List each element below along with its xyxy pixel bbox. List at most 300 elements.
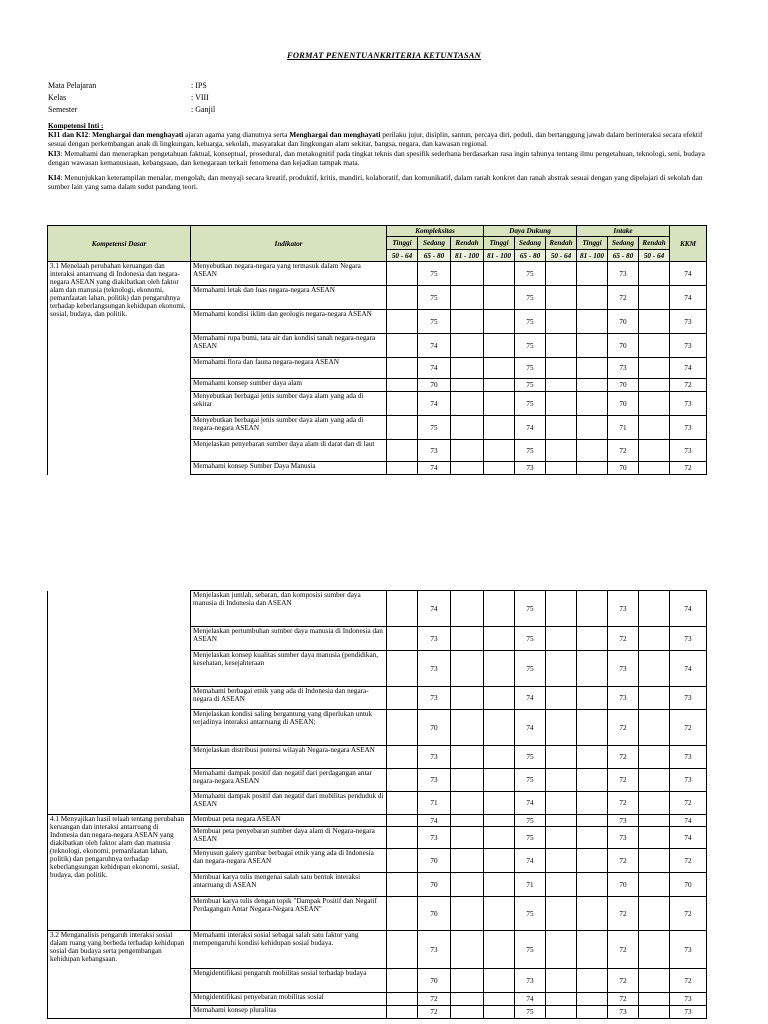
- kompleksitas-sedang-cell: 73: [418, 746, 451, 769]
- table-body: [48, 591, 707, 1019]
- kompetensi-dasar-cell: 4.1 Menyajikan hasil telaah tentang perubahan keruangan dan interaksi antarruang di Indonesia dan negara-negara ASEAN yang diakibatkan oleh faktor alam dan manusia (teknologi, ekonomi, pemanfaatan lahan, politik) dan pengaruhnya terhadap keberlangsungan kehidupan ekonomi, sosial, budaya, dan politik.: [48, 815, 191, 931]
- daya-dukung-rendah-cell: [546, 792, 577, 815]
- intake-rendah-cell: [639, 262, 670, 286]
- kompleksitas-sedang-cell: 73: [418, 440, 451, 462]
- intake-sedang-cell: 72: [608, 969, 639, 993]
- daya-dukung-tinggi-cell: [484, 358, 515, 379]
- kompleksitas-tinggi-cell: [387, 931, 418, 969]
- kompleksitas-rendah-cell: [451, 462, 484, 475]
- intake-sedang-cell: 70: [608, 334, 639, 358]
- kompleksitas-sedang-cell: 70: [418, 849, 451, 873]
- intake-tinggi-cell: [577, 710, 608, 746]
- kkm-cell: 72: [670, 969, 707, 993]
- ki12-text: :: [88, 130, 93, 140]
- kkm-cell: 72: [670, 379, 707, 392]
- daya-dukung-tinggi-cell: [484, 769, 515, 792]
- intake-tinggi-cell: [577, 440, 608, 462]
- kkm-cell: 73: [670, 769, 707, 792]
- kkm-table-page2: [47, 590, 707, 1019]
- indikator-cell: Membuat karya tulis mengenai salah satu bentuk interaksi antarruang di ASEAN: [191, 873, 387, 897]
- intake-sedang-cell: 70: [608, 462, 639, 475]
- meta-row: [48, 104, 215, 116]
- kompleksitas-sedang-cell: 70: [418, 969, 451, 993]
- indikator-cell: Menjelaskan pertumbuhan sumber daya manusia di Indonesia dan ASEAN: [191, 627, 387, 651]
- ki12-label: KI1 dan KI2: [48, 130, 89, 140]
- daya-dukung-tinggi-cell: [484, 931, 515, 969]
- daya-dukung-header: Daya Dukung: [484, 226, 577, 237]
- range-label: 65 - 80: [515, 250, 546, 262]
- intake-rendah-cell: [639, 310, 670, 334]
- intake-tinggi-cell: [577, 310, 608, 334]
- kompleksitas-rendah-cell: [451, 627, 484, 651]
- intake-tinggi-cell: [577, 849, 608, 873]
- daya-dukung-tinggi-cell: [484, 440, 515, 462]
- kompleksitas-sedang-cell: 74: [418, 462, 451, 475]
- intake-sedang-cell: 72: [608, 792, 639, 815]
- daya-dukung-sedang-cell: 75: [515, 931, 546, 969]
- kd-header: Kompetensi Dasar: [48, 226, 191, 262]
- intake-rendah-cell: [639, 651, 670, 687]
- kompleksitas-tinggi-cell: [387, 392, 418, 416]
- daya-dukung-sedang-cell: 75: [515, 262, 546, 286]
- kompleksitas-rendah-cell: [451, 769, 484, 792]
- indikator-cell: Memahami konsep Sumber Daya Manusia: [191, 462, 387, 475]
- kkm-cell: 72: [670, 897, 707, 931]
- subject-meta: [48, 80, 215, 116]
- intake-tinggi-cell: [577, 827, 608, 849]
- kompleksitas-sedang-cell: 75: [418, 262, 451, 286]
- kkm-cell: 74: [670, 591, 707, 627]
- ki4-paragraph: [48, 173, 708, 191]
- kompleksitas-rendah-cell: [451, 710, 484, 746]
- daya-dukung-tinggi-cell: [484, 379, 515, 392]
- kompleksitas-tinggi-cell: [387, 440, 418, 462]
- intake-rendah-cell: [639, 827, 670, 849]
- kompleksitas-sedang-cell: 70: [418, 379, 451, 392]
- kompetensi-inti: [48, 121, 708, 191]
- daya-dukung-sedang-cell: 74: [515, 416, 546, 440]
- indikator-cell: Menyebutkan negara-negara yang termasuk dalam Negara ASEAN: [191, 262, 387, 286]
- intake-rendah-cell: [639, 710, 670, 746]
- kompleksitas-rendah-cell: [451, 827, 484, 849]
- kompleksitas-rendah-cell: [451, 392, 484, 416]
- intake-tinggi-cell: [577, 873, 608, 897]
- kompleksitas-tinggi-cell: [387, 849, 418, 873]
- intake-sedang-cell: 72: [608, 286, 639, 310]
- kompleksitas-tinggi-cell: [387, 462, 418, 475]
- kkm-cell: 72: [670, 462, 707, 475]
- kompleksitas-rendah-cell: [451, 334, 484, 358]
- ki12-text: ajaran agama yang dianutnya serta: [183, 130, 290, 140]
- table-row: [48, 815, 707, 827]
- daya-dukung-sedang-cell: 75: [515, 627, 546, 651]
- intake-rendah-cell: [639, 897, 670, 931]
- intake-sedang-cell: 73: [608, 827, 639, 849]
- daya-dukung-sedang-cell: 75: [515, 746, 546, 769]
- kompleksitas-header: Kompleksitas: [387, 226, 484, 237]
- intake-sedang-cell: 70: [608, 379, 639, 392]
- intake-tinggi-cell: [577, 815, 608, 827]
- range-label: 50 - 64: [546, 250, 577, 262]
- kompleksitas-sedang-cell: 75: [418, 310, 451, 334]
- intake-sedang-cell: 72: [608, 440, 639, 462]
- kompleksitas-rendah-cell: [451, 849, 484, 873]
- kkm-cell: 74: [670, 358, 707, 379]
- indikator-cell: Membuat karya tulis dengan topik "Dampak Positif dan Negatif Perdagangan Antar Negara-Negara ASEAN": [191, 897, 387, 931]
- tinggi-label: Tinggi: [577, 237, 608, 250]
- kompleksitas-rendah-cell: [451, 591, 484, 627]
- meta-label: Mata Pelajaran: [48, 81, 97, 90]
- kompleksitas-tinggi-cell: [387, 746, 418, 769]
- daya-dukung-sedang-cell: 74: [515, 687, 546, 710]
- kompleksitas-rendah-cell: [451, 815, 484, 827]
- intake-rendah-cell: [639, 993, 670, 1006]
- daya-dukung-tinggi-cell: [484, 651, 515, 687]
- intake-rendah-cell: [639, 687, 670, 710]
- kompleksitas-tinggi-cell: [387, 416, 418, 440]
- tinggi-label: Tinggi: [484, 237, 515, 250]
- daya-dukung-rendah-cell: [546, 746, 577, 769]
- daya-dukung-sedang-cell: 75: [515, 310, 546, 334]
- kompleksitas-rendah-cell: [451, 286, 484, 310]
- daya-dukung-tinggi-cell: [484, 627, 515, 651]
- kkm-cell: 73: [670, 746, 707, 769]
- indikator-cell: Memahami dampak positif dan negatif dari perdagangan antar negara-negara ASEAN: [191, 769, 387, 792]
- kompleksitas-sedang-cell: 74: [418, 815, 451, 827]
- intake-sedang-cell: 72: [608, 931, 639, 969]
- intake-rendah-cell: [639, 286, 670, 310]
- ki3-text: : Memahami dan menerapkan pengetahuan faktual, konseptual, prosedural, dan metakognitif pada tingkat teknis dan spesifik sederhana berdasarkan rasa ingin tahunya tentang ilmu pengetahuan, teknologi, seni, budaya dengan wawasan kemanusiaan, kebangsaan, dan kenegaraan terkait fenomena dan kejadian tampak mata.: [48, 148, 705, 167]
- intake-tinggi-cell: [577, 286, 608, 310]
- daya-dukung-rendah-cell: [546, 651, 577, 687]
- indikator-cell: Menjelaskan distribusi potensi wilayah Negara-negara ASEAN: [191, 746, 387, 769]
- intake-rendah-cell: [639, 746, 670, 769]
- intake-rendah-cell: [639, 462, 670, 475]
- intake-sedang-cell: 72: [608, 849, 639, 873]
- kompleksitas-rendah-cell: [451, 262, 484, 286]
- intake-rendah-cell: [639, 440, 670, 462]
- daya-dukung-sedang-cell: 74: [515, 710, 546, 746]
- range-label: 81 - 100: [451, 250, 484, 262]
- intake-sedang-cell: 73: [608, 687, 639, 710]
- kompleksitas-sedang-cell: 74: [418, 591, 451, 627]
- intake-tinggi-cell: [577, 379, 608, 392]
- kompleksitas-sedang-cell: 75: [418, 416, 451, 440]
- daya-dukung-rendah-cell: [546, 310, 577, 334]
- ki3-label: KI3: [48, 148, 61, 158]
- tinggi-label: Tinggi: [387, 237, 418, 250]
- daya-dukung-sedang-cell: 75: [515, 286, 546, 310]
- daya-dukung-sedang-cell: 75: [515, 440, 546, 462]
- indikator-cell: Mengidentifikasi penyebaran mobilitas sosial: [191, 993, 387, 1006]
- indikator-cell: Memahami letak dan luas negara-negara ASEAN: [191, 286, 387, 310]
- kompleksitas-tinggi-cell: [387, 687, 418, 710]
- kkm-cell: 70: [670, 873, 707, 897]
- intake-rendah-cell: [639, 769, 670, 792]
- indikator-cell: Menjelaskan konsep kualitas sumber daya manusia (pendidikan, kesehatan, kesejahteraan: [191, 651, 387, 687]
- kkm-cell: 73: [670, 392, 707, 416]
- indikator-cell: Mengidentifikasi pengaruh mobilitas sosial terhadap budaya: [191, 969, 387, 993]
- intake-tinggi-cell: [577, 591, 608, 627]
- daya-dukung-rendah-cell: [546, 440, 577, 462]
- ki12-bold: Menghargai dan menghayati: [92, 130, 184, 140]
- kompleksitas-tinggi-cell: [387, 627, 418, 651]
- daya-dukung-rendah-cell: [546, 262, 577, 286]
- daya-dukung-rendah-cell: [546, 462, 577, 475]
- intake-tinggi-cell: [577, 1006, 608, 1019]
- daya-dukung-tinggi-cell: [484, 286, 515, 310]
- daya-dukung-rendah-cell: [546, 873, 577, 897]
- intake-sedang-cell: 72: [608, 710, 639, 746]
- kompleksitas-tinggi-cell: [387, 1006, 418, 1019]
- kompleksitas-rendah-cell: [451, 687, 484, 710]
- kkm-cell: 73: [670, 627, 707, 651]
- kompleksitas-sedang-cell: 74: [418, 358, 451, 379]
- kompleksitas-rendah-cell: [451, 931, 484, 969]
- daya-dukung-sedang-cell: 75: [515, 392, 546, 416]
- table-row: [48, 262, 707, 286]
- kompleksitas-sedang-cell: 73: [418, 627, 451, 651]
- ki3-paragraph: [48, 149, 708, 167]
- range-label: 65 - 80: [608, 250, 639, 262]
- kompleksitas-tinggi-cell: [387, 710, 418, 746]
- kompleksitas-rendah-cell: [451, 1006, 484, 1019]
- ki4-text: : Menunjukkan keterampilan menalar, mengolah, dan menyaji secara kreatif, produktif, kritis, mandiri, kolaboratif, dan komunikatif, dalam ranah konkret dan ranah abstrak sesuai dengan yang dipelajari di sekolah dan sumber lain yang sama dalam sudut pandang teori.: [48, 173, 703, 192]
- kkm-cell: 73: [670, 334, 707, 358]
- kompleksitas-sedang-cell: 70: [418, 710, 451, 746]
- kompetensi-dasar-cell: 3.1 Menelaah perubahan keruangan dan interaksi antarruang di Indonesia dan negara-negara ASEAN yang diakibatkan oleh faktor alam dan manusia (teknologi, ekonomi, pemanfaatan lahan, politik) dan pengaruhnya terhadap keberlangsungan kehidupan ekonomi, sosial, budaya, dan politik.: [48, 262, 191, 475]
- intake-tinggi-cell: [577, 334, 608, 358]
- intake-tinggi-cell: [577, 262, 608, 286]
- indikator-cell: Menyebutkan berbagai jenis sumber daya alam yang ada di negara-negara ASEAN: [191, 416, 387, 440]
- kkm-cell: 74: [670, 262, 707, 286]
- meta-row: [48, 80, 215, 92]
- daya-dukung-rendah-cell: [546, 416, 577, 440]
- intake-tinggi-cell: [577, 392, 608, 416]
- intake-sedang-cell: 72: [608, 746, 639, 769]
- daya-dukung-tinggi-cell: [484, 462, 515, 475]
- range-label: 50 - 64: [639, 250, 670, 262]
- intake-sedang-cell: 73: [608, 1006, 639, 1019]
- daya-dukung-tinggi-cell: [484, 310, 515, 334]
- intake-rendah-cell: [639, 627, 670, 651]
- indikator-cell: Memahami konsep sumber daya alam: [191, 379, 387, 392]
- kompleksitas-rendah-cell: [451, 792, 484, 815]
- kkm-cell: 73: [670, 310, 707, 334]
- daya-dukung-rendah-cell: [546, 591, 577, 627]
- kompleksitas-sedang-cell: 70: [418, 873, 451, 897]
- kompleksitas-sedang-cell: 72: [418, 993, 451, 1006]
- daya-dukung-sedang-cell: 75: [515, 358, 546, 379]
- intake-rendah-cell: [639, 969, 670, 993]
- indikator-cell: Memahami konsep pluralitas: [191, 1006, 387, 1019]
- intake-rendah-cell: [639, 815, 670, 827]
- intake-rendah-cell: [639, 392, 670, 416]
- daya-dukung-sedang-cell: 73: [515, 969, 546, 993]
- intake-rendah-cell: [639, 873, 670, 897]
- kompleksitas-tinggi-cell: [387, 379, 418, 392]
- daya-dukung-tinggi-cell: [484, 873, 515, 897]
- daya-dukung-tinggi-cell: [484, 969, 515, 993]
- kkm-header: KKM: [670, 226, 707, 262]
- intake-tinggi-cell: [577, 969, 608, 993]
- kompleksitas-tinggi-cell: [387, 591, 418, 627]
- kompleksitas-tinggi-cell: [387, 827, 418, 849]
- intake-rendah-cell: [639, 591, 670, 627]
- ki12-paragraph: [48, 130, 708, 148]
- intake-sedang-cell: 73: [608, 591, 639, 627]
- kompleksitas-rendah-cell: [451, 651, 484, 687]
- intake-rendah-cell: [639, 792, 670, 815]
- daya-dukung-sedang-cell: 74: [515, 792, 546, 815]
- kompetensi-dasar-cell: [48, 591, 191, 815]
- kompleksitas-sedang-cell: 72: [418, 1006, 451, 1019]
- document-title: FORMAT PENENTUANKRITERIA KETUNTASAN: [286, 50, 482, 60]
- intake-tinggi-cell: [577, 792, 608, 815]
- intake-sedang-cell: 71: [608, 416, 639, 440]
- daya-dukung-tinggi-cell: [484, 392, 515, 416]
- daya-dukung-sedang-cell: 75: [515, 591, 546, 627]
- meta-value: : VIII: [191, 93, 209, 102]
- kompleksitas-tinggi-cell: [387, 651, 418, 687]
- kkm-cell: 74: [670, 815, 707, 827]
- kompleksitas-tinggi-cell: [387, 993, 418, 1006]
- range-label: 50 - 64: [387, 250, 418, 262]
- daya-dukung-tinggi-cell: [484, 827, 515, 849]
- kkm-cell: 74: [670, 827, 707, 849]
- ki-heading: Kompetensi Inti :: [48, 121, 104, 130]
- intake-rendah-cell: [639, 358, 670, 379]
- intake-tinggi-cell: [577, 769, 608, 792]
- kompleksitas-tinggi-cell: [387, 969, 418, 993]
- intake-sedang-cell: 72: [608, 897, 639, 931]
- intake-sedang-cell: 72: [608, 993, 639, 1006]
- kompleksitas-sedang-cell: 73: [418, 931, 451, 969]
- intake-tinggi-cell: [577, 416, 608, 440]
- daya-dukung-tinggi-cell: [484, 416, 515, 440]
- daya-dukung-rendah-cell: [546, 769, 577, 792]
- kompleksitas-rendah-cell: [451, 897, 484, 931]
- intake-sedang-cell: 73: [608, 358, 639, 379]
- kompleksitas-sedang-cell: 74: [418, 334, 451, 358]
- intake-tinggi-cell: [577, 651, 608, 687]
- intake-sedang-cell: 73: [608, 815, 639, 827]
- daya-dukung-tinggi-cell: [484, 897, 515, 931]
- daya-dukung-tinggi-cell: [484, 792, 515, 815]
- intake-sedang-cell: 70: [608, 310, 639, 334]
- kompleksitas-rendah-cell: [451, 746, 484, 769]
- kompleksitas-rendah-cell: [451, 358, 484, 379]
- indikator-cell: Menjelaskan penyebaran sumber daya alam di darat dan di laut: [191, 440, 387, 462]
- indikator-cell: Membuat peta penyebaran sumber daya alam di Negara-negara ASEAN: [191, 827, 387, 849]
- kompleksitas-tinggi-cell: [387, 310, 418, 334]
- ki12-text: perilaku jujur, disiplin, santun, percaya diri, peduli, dan bertanggung jawab dalam berinteraksi secara efektif sesuai dengan perkembangan anak di lingkungan, keluarga, sekolah, masyarakat dan lingkungan alam sekitar, bangsa, negara, dan kawasan regional.: [48, 130, 703, 149]
- daya-dukung-rendah-cell: [546, 392, 577, 416]
- intake-sedang-cell: 72: [608, 769, 639, 792]
- daya-dukung-rendah-cell: [546, 815, 577, 827]
- meta-label: Kelas: [48, 93, 67, 102]
- kkm-table-page1: [47, 225, 707, 475]
- indikator-cell: Memahami kondisi iklim dan geologis negara-negara ASEAN: [191, 310, 387, 334]
- intake-tinggi-cell: [577, 931, 608, 969]
- kkm-cell: 72: [670, 792, 707, 815]
- daya-dukung-rendah-cell: [546, 993, 577, 1006]
- ki4-label: KI4: [48, 173, 61, 183]
- kompetensi-dasar-cell: 3.2 Menganalisis pengaruh interaksi sosial dalam ruang yang berbeda terhadap kehidupan sosial dan budaya serta pengembangan kehidupan kebangsaan.: [48, 931, 191, 1019]
- kompleksitas-sedang-cell: 71: [418, 792, 451, 815]
- daya-dukung-rendah-cell: [546, 710, 577, 746]
- indikator-header: Indikator: [191, 226, 387, 262]
- daya-dukung-rendah-cell: [546, 286, 577, 310]
- indikator-cell: Memahami flora dan fauna negara-negara ASEAN: [191, 358, 387, 379]
- intake-sedang-cell: 73: [608, 651, 639, 687]
- kompleksitas-rendah-cell: [451, 379, 484, 392]
- kompleksitas-tinggi-cell: [387, 262, 418, 286]
- intake-tinggi-cell: [577, 687, 608, 710]
- daya-dukung-tinggi-cell: [484, 746, 515, 769]
- daya-dukung-sedang-cell: 74: [515, 993, 546, 1006]
- daya-dukung-tinggi-cell: [484, 710, 515, 746]
- daya-dukung-rendah-cell: [546, 827, 577, 849]
- rendah-label: Rendah: [639, 237, 670, 250]
- meta-value: : Ganjil: [191, 105, 216, 114]
- daya-dukung-rendah-cell: [546, 627, 577, 651]
- indikator-cell: Menyusun galery gambar berbagai etnik yang ada di Indonesia dan negara-negara ASEAN: [191, 849, 387, 873]
- kompleksitas-tinggi-cell: [387, 873, 418, 897]
- daya-dukung-rendah-cell: [546, 358, 577, 379]
- intake-tinggi-cell: [577, 358, 608, 379]
- indikator-cell: Memahami interaksi sosial sebagai salah satu faktor yang mempengaruhi kondisi kehidupan sosial budaya.: [191, 931, 387, 969]
- kkm-cell: 74: [670, 651, 707, 687]
- daya-dukung-tinggi-cell: [484, 993, 515, 1006]
- kkm-cell: 73: [670, 440, 707, 462]
- indikator-cell: Menjelaskan kondisi saling bergantung yang diperlukan untuk terjadinya interaksi antarruang di ASEAN;: [191, 710, 387, 746]
- indikator-cell: Menyebutkan berbagai jenis sumber daya alam yang ada di sekitar: [191, 392, 387, 416]
- daya-dukung-tinggi-cell: [484, 1006, 515, 1019]
- intake-header: Intake: [577, 226, 670, 237]
- kompleksitas-tinggi-cell: [387, 897, 418, 931]
- sedang-label: Sedang: [515, 237, 546, 250]
- daya-dukung-sedang-cell: 75: [515, 769, 546, 792]
- daya-dukung-sedang-cell: 73: [515, 462, 546, 475]
- daya-dukung-sedang-cell: 75: [515, 897, 546, 931]
- daya-dukung-sedang-cell: 75: [515, 334, 546, 358]
- kompleksitas-sedang-cell: 73: [418, 769, 451, 792]
- intake-rendah-cell: [639, 849, 670, 873]
- daya-dukung-rendah-cell: [546, 379, 577, 392]
- daya-dukung-tinggi-cell: [484, 687, 515, 710]
- rendah-label: Rendah: [546, 237, 577, 250]
- kompleksitas-rendah-cell: [451, 873, 484, 897]
- daya-dukung-tinggi-cell: [484, 262, 515, 286]
- daya-dukung-rendah-cell: [546, 687, 577, 710]
- kompleksitas-rendah-cell: [451, 969, 484, 993]
- table-body: [48, 262, 707, 475]
- kompleksitas-rendah-cell: [451, 993, 484, 1006]
- range-label: 65 - 80: [418, 250, 451, 262]
- daya-dukung-rendah-cell: [546, 1006, 577, 1019]
- intake-sedang-cell: 70: [608, 392, 639, 416]
- intake-rendah-cell: [639, 931, 670, 969]
- daya-dukung-rendah-cell: [546, 931, 577, 969]
- kompleksitas-sedang-cell: 73: [418, 687, 451, 710]
- kkm-cell: 72: [670, 849, 707, 873]
- table-row: [48, 931, 707, 969]
- kompleksitas-rendah-cell: [451, 440, 484, 462]
- intake-rendah-cell: [639, 1006, 670, 1019]
- daya-dukung-sedang-cell: 75: [515, 379, 546, 392]
- kompleksitas-sedang-cell: 73: [418, 827, 451, 849]
